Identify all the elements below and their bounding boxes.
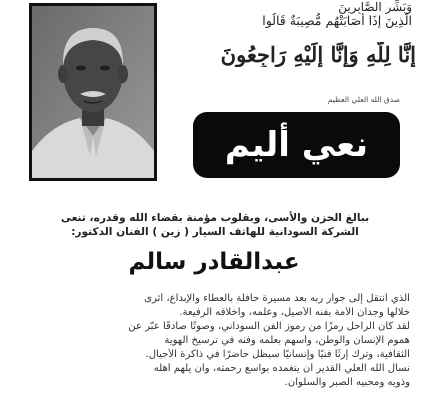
paragraph-line: هموم الإنسان والوطن، وأسهم بعلمه وفنه في ترسيخ الهوية	[164, 335, 410, 346]
portrait-image	[32, 6, 154, 178]
obituary-banner	[193, 112, 400, 178]
paragraph-line: نسأل الله العلي القدير أن يتغمده بواسع رحمته، وأن يلهم أهله	[153, 363, 410, 374]
verse-attribution: صدق الله العلي العظيم	[327, 95, 400, 104]
verse-line-1: وَبَشِّرِ الصَّابِرِينَ	[338, 0, 412, 14]
deceased-name: عبدالقادر سالم	[128, 249, 300, 275]
paragraph-line: الذي انتقل إلى جوار ربه بعد مسيرة حافلة بالعطاء والإبداع، أثرى	[144, 293, 410, 304]
paragraph-line: خلالها وجدان الأمة بفنه الأصيل، وعلمه، وأخلاقه الرفيعة.	[179, 307, 410, 318]
paragraph-line: وذويه ومحبيه الصبر والسلوان.	[284, 377, 410, 388]
portrait-photo	[29, 3, 157, 181]
verse-line-2: الَّذِينَ إِذَا أَصَابَتْهُم مُّصِيبَةٌ قَالُوا	[262, 13, 412, 28]
paragraph-line: لقد كان الراحل رمزًا من رموز الفن السوداني، وصوتًا صادقًا عبّر عن	[128, 321, 410, 332]
banner-title: نعي أليم	[224, 125, 369, 165]
verse-line-3: إِنَّا لِلَّهِ وَإِنَّا إِلَيْهِ رَاجِعُونَ	[220, 42, 416, 67]
intro-line-1: ببالغ الحزن والأسى، وبقلوب مؤمنة بقضاء الله وقدره، تنعى	[60, 212, 370, 224]
intro-line-2: الشركة السودانية للهاتف السيار ( زين ) الفنان الدكتور:	[71, 226, 359, 238]
paragraph-line: الثقافية، وترك إرثًا فنيًا وإنسانيًا سيظل حاضرًا في ذاكرة الأجيال.	[145, 349, 410, 360]
quran-verse	[180, 0, 420, 96]
